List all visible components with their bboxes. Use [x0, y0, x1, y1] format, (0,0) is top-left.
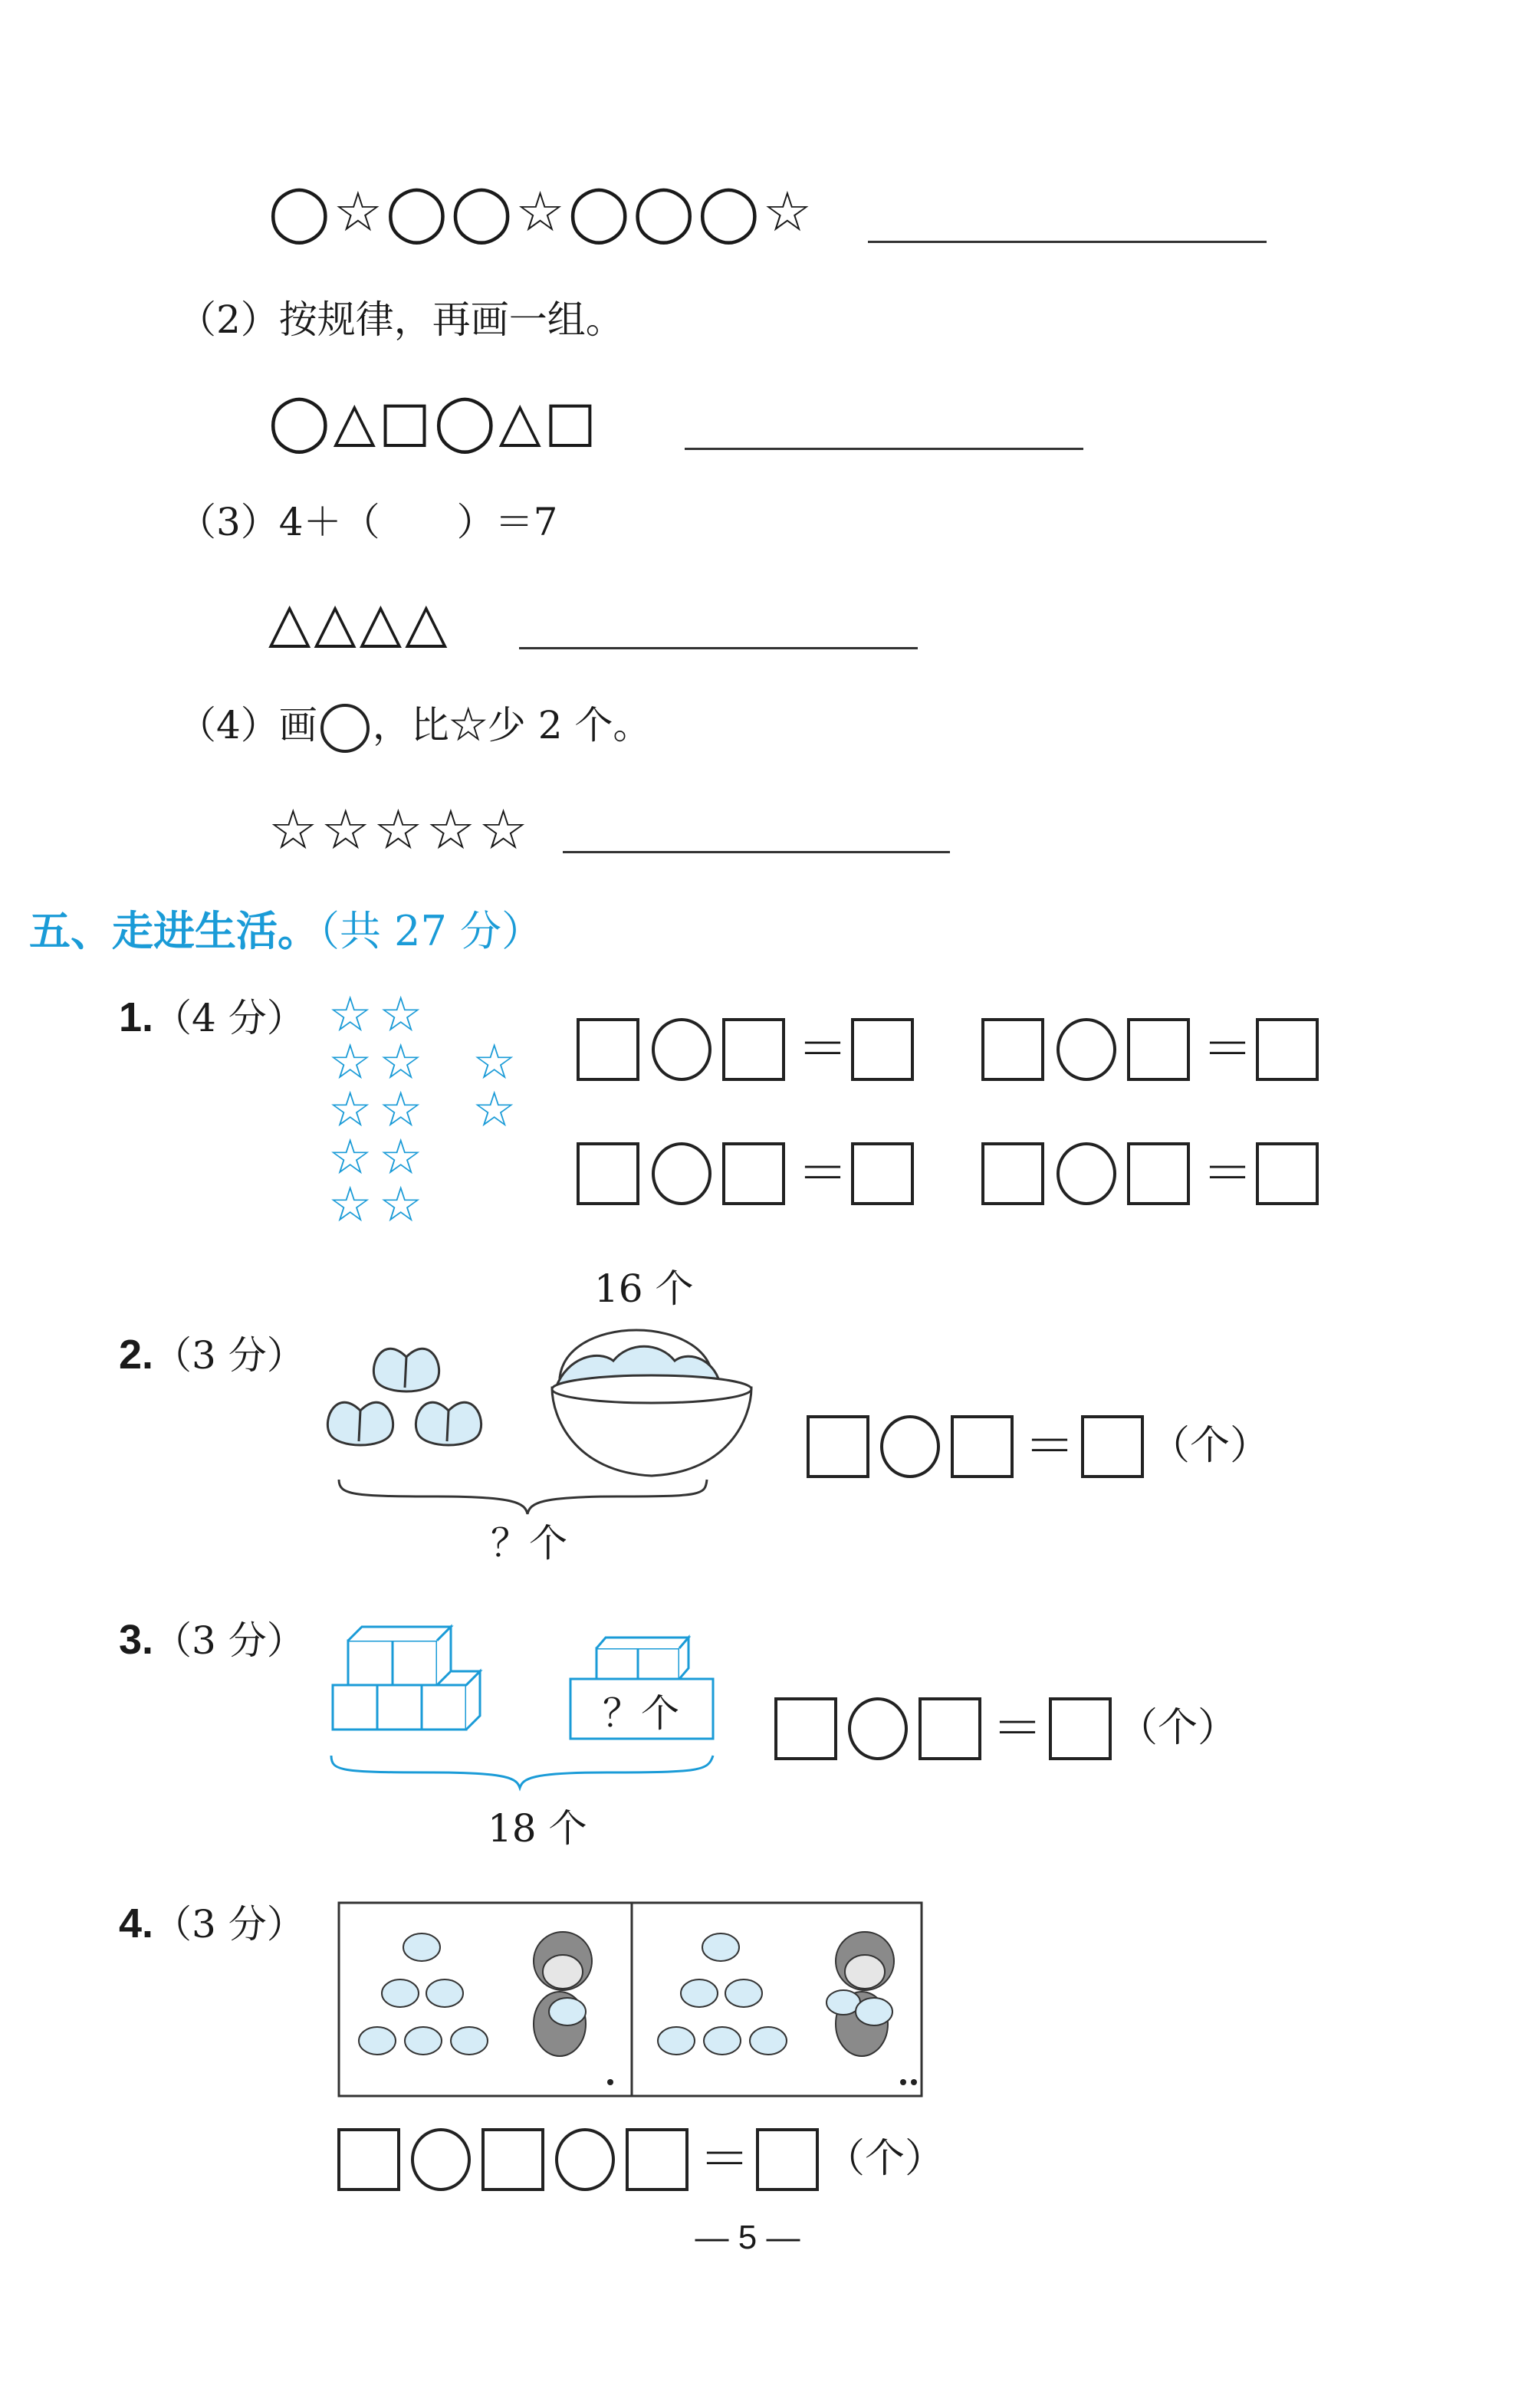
page-number: — 5 — [695, 2219, 800, 2256]
answer-box[interactable] [756, 2128, 819, 2191]
answer-box[interactable] [1256, 1142, 1319, 1205]
unit-label: （个） [1150, 1423, 1270, 1469]
pattern-shapes: ◯△□◯△□ [268, 389, 600, 453]
star-icon: ☆ [379, 1129, 423, 1186]
star-icon: ☆ [472, 1034, 517, 1091]
answer-box[interactable] [577, 1142, 639, 1205]
q4-monkey-picture [337, 1901, 928, 2101]
operator-circle[interactable] [411, 2128, 471, 2191]
star-icon: ☆ [328, 987, 373, 1043]
answer-box[interactable] [577, 1018, 639, 1081]
triangles-row: △△△△ [268, 590, 451, 654]
dot-marker [900, 2079, 906, 2085]
unit-label: （个） [1118, 1705, 1238, 1751]
answer-box[interactable] [981, 1018, 1044, 1081]
q4-prompt [178, 704, 651, 753]
q3-brace [331, 1756, 713, 1788]
answer-box[interactable] [851, 1142, 914, 1205]
star-icon: ☆ [328, 1129, 373, 1186]
answer-box[interactable] [919, 1697, 981, 1760]
q2-top-label: 16 个 [594, 1266, 694, 1311]
operator-circle[interactable] [555, 2128, 615, 2191]
dot-marker [607, 2079, 613, 2085]
answer-box[interactable] [951, 1415, 1014, 1478]
q3-prompt: （3）4＋（ ）＝7 [178, 500, 558, 544]
star-icon: ☆ [328, 1034, 373, 1091]
q4-points: （3 分） [153, 1902, 305, 1946]
operator-circle[interactable] [1057, 1142, 1116, 1205]
operator-circle[interactable] [848, 1697, 908, 1760]
answer-line-4 [563, 851, 950, 853]
q2-prompt: （2）按规律，再画一组。 [178, 297, 624, 342]
basket-icon [552, 1330, 751, 1476]
q3-label [119, 1616, 305, 1664]
section-five-points: （共 27 分） [319, 907, 544, 955]
operator-circle[interactable] [652, 1018, 711, 1081]
star-icon: ☆ [379, 1082, 423, 1138]
operator-circle[interactable] [652, 1142, 711, 1205]
q2-label [119, 1331, 305, 1378]
star-icon: ☆ [328, 1082, 373, 1138]
q1-points: （4 分） [153, 996, 305, 1040]
dot-marker [911, 2079, 917, 2085]
q2-brace [339, 1480, 707, 1514]
circle-icon [320, 704, 370, 753]
answer-box[interactable] [626, 2128, 688, 2191]
q2-number: 2. [119, 1332, 154, 1378]
q4-prompt-end: ，比☆少 2 个。 [372, 703, 652, 747]
answer-box[interactable] [1081, 1415, 1144, 1478]
answer-box[interactable] [722, 1018, 785, 1081]
peach-icon [373, 1349, 439, 1391]
q2-points: （3 分） [153, 1333, 305, 1378]
q4-prompt-start: （4）画 [178, 703, 317, 747]
star-icon: ☆ [379, 1034, 423, 1091]
peach-icon [416, 1402, 481, 1445]
equals-sign: ＝ [699, 2130, 750, 2189]
operator-circle[interactable] [880, 1415, 940, 1478]
answer-box[interactable] [981, 1142, 1044, 1205]
equals-sign: ＝ [797, 1020, 848, 1079]
equals-sign: ＝ [1202, 1020, 1253, 1079]
section-five-heading: 五、走进生活。 [29, 907, 319, 955]
unit-label: （个） [825, 2136, 945, 2182]
answer-line-1 [868, 241, 1267, 243]
answer-box[interactable] [1049, 1697, 1112, 1760]
answer-box[interactable] [1256, 1018, 1319, 1081]
answer-box[interactable] [807, 1415, 869, 1478]
answer-box[interactable] [337, 2128, 400, 2191]
q1-number: 1. [119, 994, 154, 1040]
equals-sign: ＝ [797, 1144, 848, 1203]
q3-box-label: ？个 [603, 1691, 679, 1736]
equals-sign: ＝ [1202, 1144, 1253, 1203]
answer-box[interactable] [1127, 1142, 1190, 1205]
star-icon: ☆ [379, 987, 423, 1043]
cube-stack-icon [333, 1627, 480, 1730]
answer-box[interactable] [851, 1018, 914, 1081]
equals-sign: ＝ [992, 1699, 1043, 1758]
operator-circle[interactable] [1057, 1018, 1116, 1081]
section-five-title [29, 898, 543, 958]
answer-line-3 [519, 647, 918, 649]
q2-bottom-label: ？个 [491, 1521, 567, 1565]
peach-icon [327, 1402, 393, 1445]
star-icon: ☆ [328, 1177, 373, 1234]
q3-bottom-label: 18 个 [488, 1806, 587, 1851]
q3-number: 3. [119, 1617, 154, 1663]
q1-label [119, 994, 305, 1041]
q4-number: 4. [119, 1900, 154, 1946]
q3-points: （3 分） [153, 1618, 305, 1663]
pattern-circles-stars: ◯☆◯◯☆◯◯◯☆ [268, 179, 816, 244]
answer-box[interactable] [722, 1142, 785, 1205]
q4-label [119, 1900, 305, 1947]
answer-line-2 [685, 448, 1083, 450]
stars-row: ☆☆☆☆☆ [268, 797, 531, 862]
equals-sign: ＝ [1024, 1417, 1075, 1476]
star-icon: ☆ [379, 1177, 423, 1234]
answer-box[interactable] [774, 1697, 837, 1760]
answer-box[interactable] [481, 2128, 544, 2191]
star-icon: ☆ [472, 1082, 517, 1138]
answer-box[interactable] [1127, 1018, 1190, 1081]
